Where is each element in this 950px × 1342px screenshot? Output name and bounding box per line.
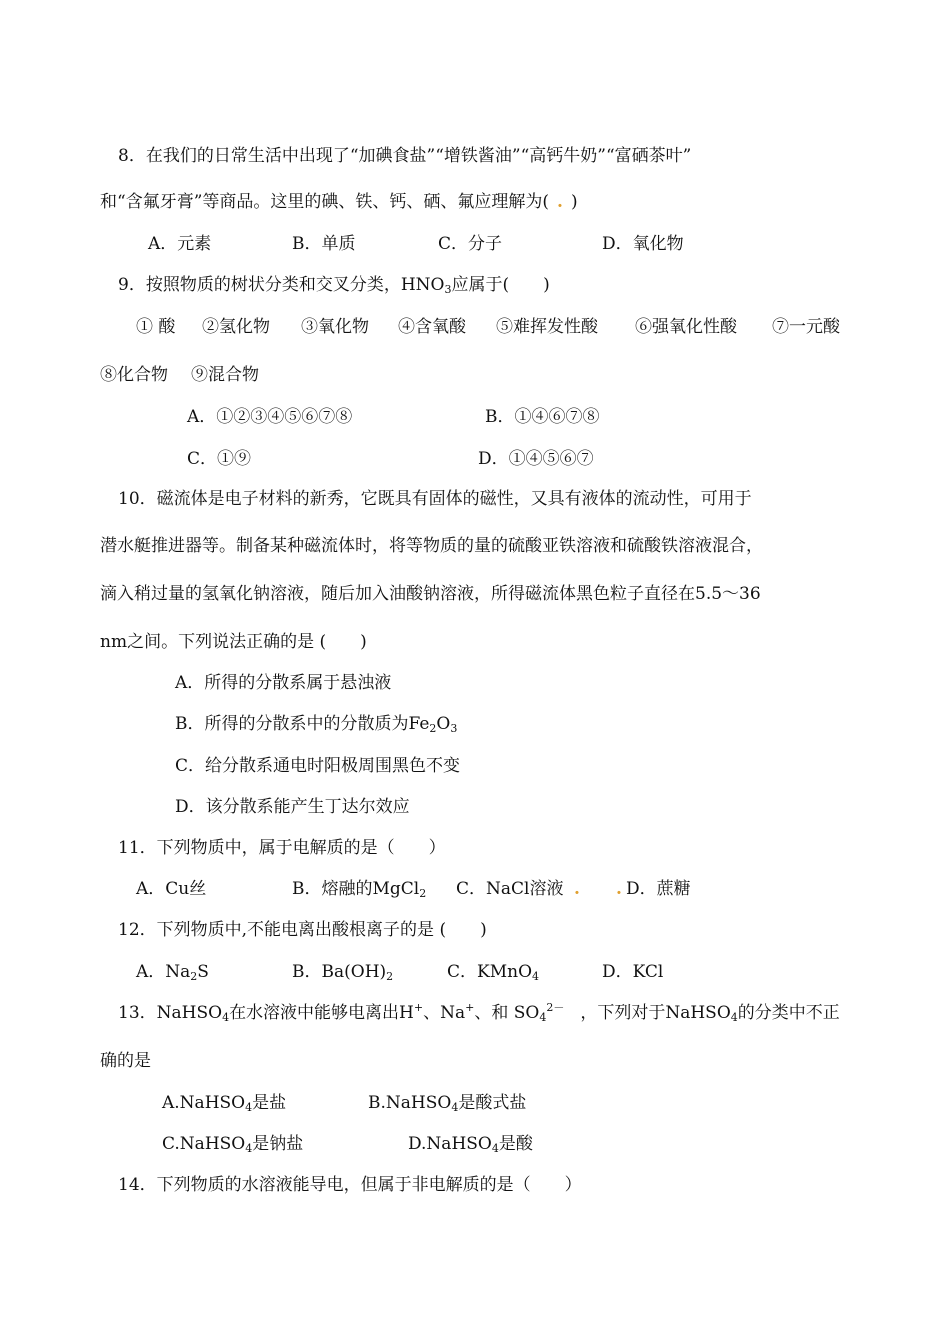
q13-text-c: 、Na: [423, 1003, 466, 1023]
q8-option-b: B．单质: [292, 234, 356, 254]
q11-option-a: A．Cu丝: [136, 879, 207, 899]
q13-option-c-tail: 是钠盐: [252, 1134, 304, 1154]
q13-text-e: ，下列对于NaHSO: [580, 1003, 731, 1023]
q9-item-3: ③氧化物: [301, 317, 369, 337]
q13-text-d: 、和 SO: [474, 1003, 540, 1023]
q9-item-2: ②氢化物: [202, 317, 270, 337]
q8-stem-line1: 8．在我们的日常生活中出现了“加碘食盐”“增铁酱油”“高钙牛奶”“富硒茶叶”: [118, 146, 692, 166]
q9-item-1: ① 酸: [136, 317, 176, 337]
q9-option-b: B．①④⑥⑦⑧: [485, 407, 600, 427]
q12-option-d: D．KCl: [602, 962, 664, 982]
q11-answer-mark-1: .: [574, 879, 580, 899]
q9-option-c: C．①⑨: [187, 449, 252, 469]
q9-option-d: D．①④⑤⑥⑦: [478, 449, 594, 469]
q13-option-c: [162, 1132, 303, 1156]
q9-item-7: ⑦一元酸: [772, 317, 840, 337]
q9-item-4: ④含氧酸: [398, 317, 466, 337]
q10-stem-line2: 潜水艇推进器等。制备某种磁流体时，将等物质的量的硫酸亚铁溶液和硫酸铁溶液混合，: [100, 536, 763, 556]
q10-option-b-text: B．所得的分散系中的分散质为Fe: [175, 714, 430, 734]
q10-option-b-o: O: [436, 714, 451, 734]
q9-item-9: ⑨混合物: [191, 365, 259, 385]
q13-option-c-text: C.NaHSO: [162, 1134, 246, 1154]
q11-stem: 11．下列物质中，属于电解质的是（ ）: [118, 838, 446, 858]
q12-option-a-tail: S: [197, 962, 209, 982]
q11-option-b-sub: 2: [419, 887, 427, 900]
q11-option-d: D．蔗糖: [626, 879, 691, 899]
q13-sup-3: 2－: [546, 1001, 565, 1014]
q13-text-f: 的分类中不正: [737, 1003, 840, 1023]
q8-stem-line2: [100, 190, 578, 214]
q13-option-d-tail: 是酸: [498, 1134, 533, 1154]
q9-option-a: A．①②③④⑤⑥⑦⑧: [187, 407, 353, 427]
q10-stem-line3: 滴入稍过量的氢氧化钠溶液，随后加入油酸钠溶液，所得磁流体黑色粒子直径在5.5～36: [100, 584, 761, 604]
q8-stem-text: 和“含氟牙膏”等商品。这里的碘、铁、钙、硒、氟应理解为(: [100, 192, 550, 212]
q13-option-d-text: D.NaHSO: [408, 1134, 492, 1154]
q13-text-a: 13．NaHSO: [118, 1003, 223, 1023]
q10-option-b: [175, 712, 457, 736]
q12-stem: 12．下列物质中,不能电离出酸根离子的是 ( ): [118, 920, 487, 940]
q12-option-b: [292, 960, 393, 984]
q10-option-b-sub1: 2: [429, 722, 437, 735]
q9-item-8: ⑧化合物: [100, 365, 168, 385]
q13-option-b: [368, 1091, 526, 1115]
q12-option-a-text: A．Na: [136, 962, 191, 982]
q12-option-c-sub: 4: [532, 970, 539, 983]
q12-option-a: [136, 960, 209, 984]
q13-option-c-sub: 4: [245, 1142, 253, 1155]
q13-sub-1: 4: [222, 1011, 230, 1024]
q13-stem-line1: [118, 1001, 840, 1025]
q12-option-c: [447, 960, 539, 984]
q13-stem-line2: 确的是: [100, 1051, 151, 1071]
q8-answer-mark: .: [557, 192, 563, 212]
q9-item-6: ⑥强氧化性酸: [635, 317, 737, 337]
q13-option-b-sub: 4: [451, 1101, 459, 1114]
q13-option-d: [408, 1132, 533, 1156]
q11-option-b-text: B．熔融的MgCl: [292, 879, 420, 899]
q11-answer-mark-2: .: [616, 879, 622, 899]
q10-option-a: A．所得的分散系属于悬浊液: [175, 673, 392, 693]
q12-option-b-text: B．Ba(OH): [292, 962, 387, 982]
q11-option-c: C．NaCl溶液: [456, 879, 564, 899]
q10-option-b-sub2: 3: [450, 722, 458, 735]
q13-option-b-text: B.NaHSO: [368, 1093, 452, 1113]
q12-option-b-sub: 2: [386, 970, 394, 983]
q8-option-d: D．氧化物: [602, 234, 684, 254]
q8-option-c: C．分子: [438, 234, 503, 254]
q13-sub-3: 4: [730, 1011, 738, 1024]
q13-option-b-tail: 是酸式盐: [458, 1093, 527, 1113]
q13-option-a-tail: 是盐: [252, 1093, 287, 1113]
q13-sup-1: +: [413, 1001, 424, 1014]
q9-item-5: ⑤难挥发性酸: [496, 317, 598, 337]
q13-sub-2: 4: [539, 1011, 547, 1024]
q14-stem: 14．下列物质的水溶液能导电，但属于非电解质的是（ ）: [118, 1175, 582, 1195]
q8-stem-paren: ): [571, 192, 578, 212]
q9-stem-tail: 应属于( ): [451, 275, 550, 295]
q11-option-b: [292, 877, 426, 901]
q12-option-a-sub: 2: [190, 970, 198, 983]
q10-option-c: C．给分散系通电时阳极周围黑色不变: [175, 756, 461, 776]
q13-option-d-sub: 4: [491, 1142, 499, 1155]
q9-stem-subscript: 3: [444, 283, 452, 296]
q13-option-a-sub: 4: [245, 1101, 253, 1114]
q13-sup-2: +: [465, 1001, 475, 1014]
q13-option-a: [162, 1091, 286, 1115]
q10-option-d: D．该分散系能产生丁达尔效应: [175, 797, 410, 817]
q10-stem-line4: nm之间。下列说法正确的是 ( ): [100, 632, 367, 652]
q10-stem-line1: 10．磁流体是电子材料的新秀，它既具有固体的磁性，又具有液体的流动性，可用于: [118, 489, 752, 509]
q9-stem: [118, 273, 550, 297]
q13-text-b: 在水溶液中能够电离出H: [229, 1003, 414, 1023]
q12-option-c-text: C．KMnO: [447, 962, 532, 982]
q9-stem-text: 9．按照物质的树状分类和交叉分类，HNO: [118, 275, 445, 295]
q8-option-a: A．元素: [148, 234, 212, 254]
q13-option-a-text: A.NaHSO: [162, 1093, 246, 1113]
